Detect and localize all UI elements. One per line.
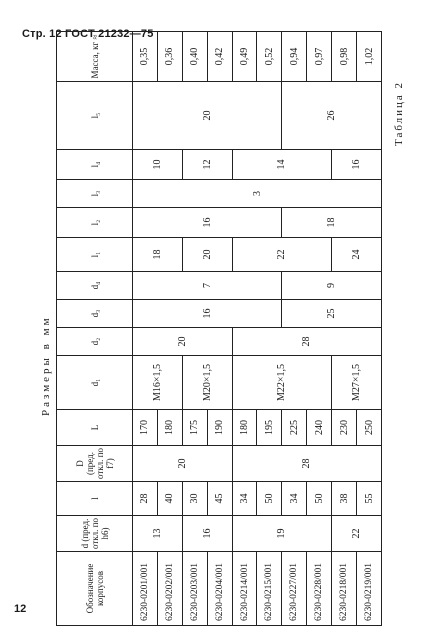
mass-cell: 1,02 [357,32,382,82]
d2-cell: 20 [133,328,233,356]
page-number: 12 [14,603,27,615]
d1-cell: M27×1,5 [332,356,382,410]
d3-cell: 25 [282,300,382,328]
col-l1: l₁ [57,238,133,272]
designation-cell: 6230-0227/001 [282,552,307,626]
L-cell: 230 [332,410,357,446]
designation-cell: 6230-0228/001 [307,552,332,626]
col-mass: Масса, кг ≈ [57,32,133,82]
D-cell: 28 [232,446,381,482]
L-cell: 195 [257,410,282,446]
l4-cell: 14 [232,150,332,180]
l-cell: 34 [282,482,307,516]
rotated-table-block [0,32,422,626]
L-cell: 175 [182,410,207,446]
D-cell: 20 [133,446,233,482]
l1-cell: 20 [182,238,232,272]
designation-cell: 6230-0204/001 [207,552,232,626]
l4-cell: 16 [332,150,382,180]
mass-cell: 0,98 [332,32,357,82]
col-l: l [57,482,133,516]
L-cell: 180 [232,410,257,446]
d4-cell: 9 [282,272,382,300]
l4-cell: 12 [182,150,232,180]
d-cell: 22 [332,516,382,552]
d-cell: 19 [232,516,332,552]
mass-cell: 0,94 [282,32,307,82]
mass-cell: 0,52 [257,32,282,82]
d4-cell: 7 [133,272,282,300]
l5-cell: 26 [282,82,382,150]
mass-cell: 0,42 [207,32,232,82]
mass-cell: 0,40 [182,32,207,82]
L-cell: 190 [207,410,232,446]
d1-cell: M20×1,5 [182,356,232,410]
l2-cell: 18 [282,208,382,238]
designation-cell: 6230-0218/001 [332,552,357,626]
designation-cell: 6230-0201/001 [133,552,158,626]
dimensions-table [56,31,382,626]
l-cell: 30 [182,482,207,516]
designation-cell: 6230-0202/001 [157,552,182,626]
mass-cell: 0,35 [133,32,158,82]
col-d: d (пред. откл. по h6) [57,516,133,552]
designation-cell: 6230-0219/001 [357,552,382,626]
dimensions-caption: Размеры в мм [40,315,52,416]
designation-cell: 6230-0215/001 [257,552,282,626]
col-l4: l₄ [57,150,133,180]
col-designation: Обозначение корпусов [57,552,133,626]
l4-cell: 10 [133,150,183,180]
table-title: Таблица 2 [393,80,405,146]
l-cell: 50 [257,482,282,516]
L-cell: 170 [133,410,158,446]
l-cell: 50 [307,482,332,516]
col-d3: d₃ [57,300,133,328]
l1-cell: 24 [332,238,382,272]
d-cell: 16 [182,516,232,552]
mass-cell: 0,49 [232,32,257,82]
L-cell: 180 [157,410,182,446]
mass-cell: 0,36 [157,32,182,82]
table-row [133,32,158,626]
designation-cell: 6230-0203/001 [182,552,207,626]
l-cell: 38 [332,482,357,516]
col-D: D (пред. откл. по f7) [57,446,133,482]
l-cell: 55 [357,482,382,516]
l-cell: 45 [207,482,232,516]
col-d1: d₁ [57,356,133,410]
col-l3: l₃ [57,180,133,208]
d-cell: 13 [133,516,183,552]
d1-cell: M22×1,5 [232,356,332,410]
l5-cell: 20 [133,82,282,150]
col-d2: d₂ [57,328,133,356]
l1-cell: 18 [133,238,183,272]
mass-cell: 0,97 [307,32,332,82]
l2-cell: 16 [133,208,282,238]
col-l2: l₂ [57,208,133,238]
L-cell: 250 [357,410,382,446]
l3-cell: 3 [133,180,382,208]
d2-cell: 28 [232,328,381,356]
l1-cell: 22 [232,238,332,272]
col-l5: l₅ [57,82,133,150]
page-header: Стр. 12 ГОСТ 21232—75 [22,28,154,40]
L-cell: 225 [282,410,307,446]
l-cell: 40 [157,482,182,516]
L-cell: 240 [307,410,332,446]
designation-cell: 6230-0214/001 [232,552,257,626]
d1-cell: M16×1,5 [133,356,183,410]
d3-cell: 16 [133,300,282,328]
col-d4: d₄ [57,272,133,300]
l-cell: 34 [232,482,257,516]
col-L: L [57,410,133,446]
l-cell: 28 [133,482,158,516]
